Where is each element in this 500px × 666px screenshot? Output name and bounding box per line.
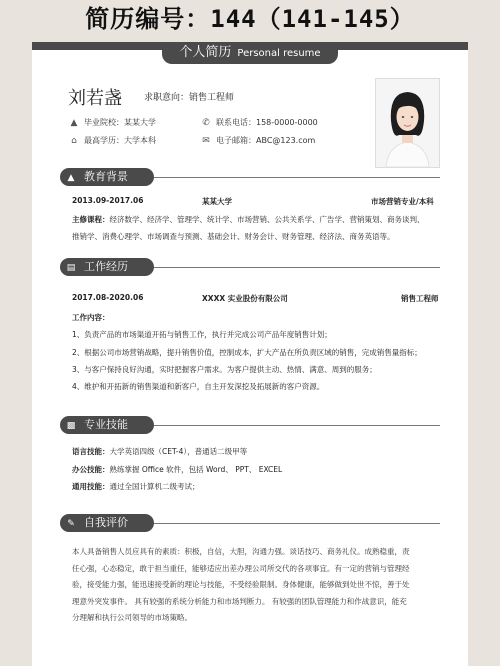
self-eval-section-header	[60, 514, 440, 532]
document-icon: ▤	[66, 263, 76, 273]
divider	[154, 177, 440, 178]
degree-info	[68, 135, 156, 146]
self-eval-line: 验，接受能力强，能迅速接受新的理论与技能，不受经验限制。身体健康，能够做到处世不惊，善于处	[72, 580, 410, 589]
education-section-header	[60, 168, 440, 186]
school-info	[68, 117, 156, 128]
profile-photo	[375, 78, 440, 168]
envelope-icon: ✉	[202, 136, 210, 146]
skills-pill	[60, 416, 154, 434]
skill-text: 熟练掌握 Office 软件，包括 Word、 PPT、 EXCEL	[109, 465, 283, 474]
divider	[154, 425, 440, 426]
job-intent	[144, 90, 234, 103]
skill-office	[72, 464, 282, 475]
skill-label: 语言技能：	[72, 447, 110, 456]
work-item: 2、根据公司市场营销战略，提升销售价值，控制成本，扩大产品在所负责区域的销售，完成销售量指标；	[72, 348, 422, 357]
graduation-cap-icon: ▲	[70, 118, 78, 128]
self-eval-line: 任心强，心态稳定，敢于担当重任，能够适应出差办理公司所交代的各项事宜。有一定的营销与管理经	[72, 563, 410, 573]
phone-info	[200, 117, 318, 128]
skill-language	[72, 446, 247, 457]
pencil-icon: ✎	[67, 519, 75, 529]
skill-label: 办公技能：	[72, 465, 110, 474]
edu-major: 市场营销专业/本科	[371, 197, 434, 206]
self-eval-line: 分理解和执行公司领导的市场策略。	[72, 613, 192, 622]
work-company: XXXX 实业股份有限公司	[202, 294, 288, 303]
edu-school: 某某大学	[202, 197, 232, 206]
phone-icon: ✆	[202, 118, 210, 128]
email-info	[200, 135, 315, 146]
phone-text: 联系电话：158-0000-0000	[216, 118, 318, 127]
work-pill	[60, 258, 154, 276]
candidate-name: 刘若盏	[68, 88, 122, 109]
work-period: 2017.08-2020.06	[72, 293, 144, 302]
self-eval-text	[72, 544, 440, 627]
divider	[154, 523, 440, 524]
work-section-header	[60, 258, 440, 276]
work-content-label: 工作内容：	[72, 313, 110, 322]
self-eval-title: 自我评价	[84, 516, 128, 529]
skill-text: 大学英语四级（CET-4），普通话二级甲等	[109, 447, 248, 456]
divider	[154, 267, 440, 268]
resume-title-en: Personal resume	[237, 48, 321, 59]
education-pill	[60, 168, 154, 186]
resume-title-zh: 个人简历	[179, 45, 232, 60]
edu-courses-line2: 推销学、消费心理学、市场调查与预测、基础会计、财务会计、财务管理、经济法、商务英语等。	[72, 232, 395, 241]
edu-period: 2013.09-2017.06	[72, 196, 144, 205]
skill-text: 通过全国计算机二级考试；	[109, 482, 200, 491]
skill-general	[72, 481, 200, 492]
work-item: 4、维护和开拓新的销售渠道和新客户，自主开发深挖及拓展新的客户资源。	[72, 382, 325, 391]
courses-text-1: 经济数学、经济学、管理学、统计学、市场营销、公共关系学、广告学、营销策划、商务谈判、	[109, 215, 425, 224]
skills-section-header	[60, 416, 440, 434]
work-item: 3、与客户保持良好沟通，实时把握客户需求。为客户提供主动、热情、满意、周到的服务；	[72, 365, 377, 374]
skills-title: 专业技能	[84, 418, 128, 431]
resume-title-tab	[162, 42, 338, 64]
resume-page	[32, 42, 468, 666]
courses-label: 主修课程：	[72, 215, 110, 224]
self-eval-line: 本人具备销售人员应具有的素质：积极，自信，大胆，沟通力强。谈话技巧、商务礼仪。成熟稳重，责	[72, 547, 410, 556]
portrait-illustration	[376, 79, 439, 167]
job-intent-value: 销售工程师	[189, 93, 235, 103]
clipboard-icon: ▩	[66, 421, 76, 431]
self-eval-line: 理意外突发事件。 具有较强的系统分析能力和市场判断力。 有较强的团队管理能力和作战意识，能充	[72, 596, 407, 606]
resume-number-banner: 简历编号：144（141-145）	[85, 5, 415, 33]
home-icon: ⌂	[71, 136, 77, 146]
job-intent-label: 求职意向：	[144, 93, 190, 103]
work-title: 工作经历	[84, 260, 128, 273]
work-item: 1、负责产品的市场渠道开拓与销售工作，执行并完成公司产品年度销售计划；	[72, 330, 332, 339]
work-position: 销售工程师	[401, 294, 439, 303]
skill-label: 通用技能：	[72, 482, 110, 491]
self-eval-pill	[60, 514, 154, 532]
degree-text: 最高学历：大学本科	[84, 136, 156, 145]
graduation-cap-icon: ▲	[67, 173, 75, 183]
email-text: 电子邮箱：ABC@123.com	[216, 136, 316, 145]
edu-courses-line1	[72, 214, 425, 225]
school-text: 毕业院校：某某大学	[84, 118, 156, 127]
education-title: 教育背景	[84, 170, 128, 183]
